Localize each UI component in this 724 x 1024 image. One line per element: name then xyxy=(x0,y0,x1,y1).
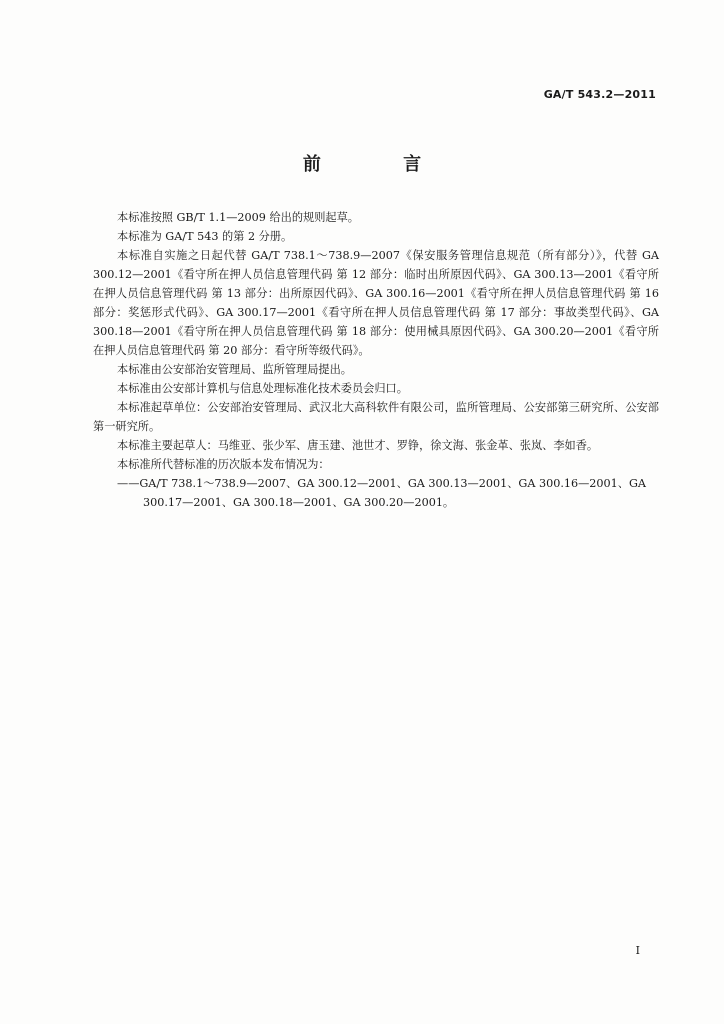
foreword-body xyxy=(93,208,659,512)
paragraph-volume: 本标准为 GA/T 543 的第 2 分册。 xyxy=(117,230,293,243)
paragraph-drafting-units: 本标准起草单位：公安部治安管理局、武汉北大高科软件有限公司，监所管理局、公安部第三研究所、公安部第一研究所。 xyxy=(93,401,659,433)
history-list-item: ——GA/T 738.1～738.9—2007、GA 300.12—2001、GA 300.13—2001、GA 300.16—2001、GA 300.17—2001、GA 300.18—2001、GA 300.20—2001。 xyxy=(117,477,646,509)
paragraph-proposed-by: 本标准由公安部治安管理局、监所管理局提出。 xyxy=(117,363,352,376)
paragraph-replaces: 本标准自实施之日起代替 GA/T 738.1～738.9—2007《保安服务管理信息规范（所有部分）》，代替 GA 300.12—2001《看守所在押人员信息管理代码 第 12 部分：临时出所原因代码》、GA 300.13—2001《看守所在押人员信息管理代码 第 13 部分：出所原因代码》、GA 300.16—2001《看守所在押人员信息管理代码 第 16 部分：奖惩形式代码》、GA 300.17—2001《看守所在押人员信息管理代码 第 17 部分：事故类型代码》、GA 300.18—2001《看守所在押人员信息管理代码 第 18 部分：使用械具原因代码》、GA 300.20—2001《看守所在押人员信息管理代码 第 20 部分：看守所等级代码》。 xyxy=(93,249,659,357)
paragraph-history-intro: 本标准所代替标准的历次版本发布情况为： xyxy=(117,458,330,471)
page-title: 前 言 xyxy=(302,154,460,175)
paragraph-centralized-by: 本标准由公安部计算机与信息处理标准化技术委员会归口。 xyxy=(117,382,408,395)
paragraph-drafters: 本标准主要起草人：马维亚、张少军、唐玉建、池世才、罗铮，徐文海、张金革、张岚、李如香。 xyxy=(117,439,599,452)
page-number: I xyxy=(635,944,640,957)
document-code: GA/T 543.2—2011 xyxy=(543,88,656,101)
paragraph-drafting-rules: 本标准按照 GB/T 1.1—2009 给出的规则起草。 xyxy=(117,211,359,224)
